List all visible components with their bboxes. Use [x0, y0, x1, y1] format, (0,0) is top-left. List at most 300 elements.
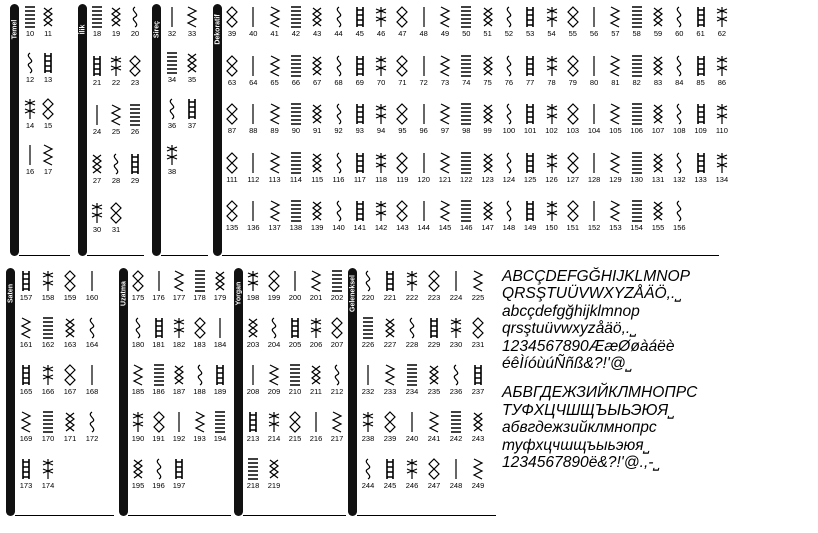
stitch-number: 148	[502, 223, 516, 232]
stitch-icon	[330, 411, 344, 433]
stitch-number: 37	[187, 121, 197, 130]
stitch-number: 60	[675, 29, 684, 38]
stitch-number: 121	[438, 174, 452, 184]
stitch-number: 231	[471, 340, 485, 349]
stitch-icon	[90, 153, 104, 175]
stitch-number: 162	[41, 340, 55, 349]
stitch-number: 105	[609, 126, 622, 135]
stitch-pattern	[470, 411, 486, 443]
stitch-icon	[672, 55, 686, 77]
stitch-pattern	[192, 270, 208, 302]
stitch-icon	[566, 6, 580, 28]
stitch-number: 28	[111, 176, 121, 185]
stitch-number: 108	[673, 126, 686, 135]
stitch-icon	[63, 317, 77, 339]
stitch-icon	[502, 103, 516, 125]
stitch-number: 74	[462, 77, 471, 87]
stitch-number: 120	[417, 174, 430, 184]
stitch-pattern	[522, 55, 538, 87]
stitch-pattern	[565, 200, 581, 232]
stitch-icon	[41, 6, 55, 28]
stitch-pattern	[18, 458, 34, 490]
stitch-number: 146	[460, 223, 473, 232]
stitch-pattern	[650, 152, 666, 184]
stitch-icon	[289, 55, 303, 77]
stitch-number: 154	[630, 223, 643, 232]
stitch-icon	[213, 317, 227, 339]
stitch-pattern	[108, 104, 124, 136]
stitch-icon	[672, 103, 686, 125]
stitch-number: 249	[471, 481, 485, 490]
stitch-pattern	[416, 152, 432, 184]
stitch-icon	[267, 317, 281, 339]
stitch-pattern	[373, 200, 389, 232]
stitch-icon	[672, 200, 686, 222]
stitch-icon	[310, 200, 324, 222]
stitch-icon	[289, 152, 303, 174]
stitch-pattern	[171, 411, 187, 443]
stitch-number: 24	[92, 127, 102, 136]
stitch-panel-ilik	[78, 4, 144, 256]
stitch-icon	[459, 200, 473, 222]
stitch-pattern	[171, 458, 187, 490]
stitch-pattern	[224, 103, 240, 135]
stitch-pattern	[352, 152, 368, 184]
stitch-pattern	[331, 200, 347, 232]
stitch-pattern	[164, 6, 180, 38]
stitch-pattern	[480, 55, 496, 87]
stitch-number: 97	[440, 126, 450, 135]
stitch-pattern	[84, 364, 100, 396]
stitch-pattern	[288, 55, 304, 87]
stitch-pattern	[693, 55, 709, 87]
stitch-icon	[246, 55, 260, 77]
stitch-icon	[715, 55, 729, 77]
stitch-pattern	[308, 317, 324, 349]
stitch-icon	[427, 411, 441, 433]
charset-line: 1234567890ÆæØøàáëè	[502, 337, 675, 355]
stitch-icon	[471, 317, 485, 339]
stitch-number: 228	[405, 340, 419, 349]
charset-line: qrsştuüvwxyzåäö,.⎵	[502, 320, 637, 338]
stitch-pattern	[40, 317, 56, 349]
stitch-icon	[310, 6, 324, 28]
stitch-icon	[395, 55, 409, 77]
stitch-number: 101	[523, 126, 537, 135]
stitch-number: 107	[651, 126, 665, 135]
panel-underline	[19, 255, 70, 256]
stitch-icon	[694, 55, 708, 77]
stitch-icon	[41, 458, 55, 480]
stitch-number: 58	[632, 29, 641, 38]
stitch-number: 104	[587, 126, 601, 135]
stitch-icon	[694, 6, 708, 28]
stitch-pattern	[308, 364, 324, 396]
stitch-icon	[715, 103, 729, 125]
stitch-icon	[353, 152, 367, 174]
stitch-pattern	[151, 270, 167, 302]
stitch-number: 27	[92, 176, 102, 185]
panel-underline	[161, 255, 208, 256]
stitch-pattern	[693, 152, 709, 184]
stitch-number: 242	[449, 434, 463, 443]
stitch-pattern	[287, 411, 303, 443]
stitch-icon	[152, 411, 166, 433]
stitch-icon	[566, 55, 580, 77]
stitch-number: 165	[19, 387, 33, 396]
stitch-number: 59	[653, 29, 663, 38]
stitch-number: 157	[19, 293, 33, 302]
stitch-pattern	[62, 317, 78, 349]
stitch-pattern	[448, 411, 464, 443]
stitch-number: 31	[111, 225, 121, 234]
stitch-icon	[246, 317, 260, 339]
stitch-pattern	[108, 153, 124, 185]
stitch-pattern	[586, 103, 602, 135]
stitch-icon	[172, 364, 186, 386]
stitch-icon	[438, 55, 452, 77]
stitch-icon	[246, 270, 260, 292]
stitch-icon	[361, 270, 375, 292]
category-label: Sireç	[153, 20, 161, 39]
stitch-pattern	[650, 6, 666, 38]
stitch-pattern	[394, 55, 410, 87]
stitch-icon	[427, 270, 441, 292]
stitch-icon	[41, 364, 55, 386]
stitch-number: 234	[405, 387, 419, 396]
stitch-number: 23	[130, 78, 140, 87]
stitch-number: 51	[483, 29, 492, 38]
stitch-pattern	[404, 317, 420, 349]
stitch-pattern	[267, 152, 283, 184]
stitch-icon	[361, 364, 375, 386]
stitch-pattern	[127, 55, 143, 87]
stitch-pattern	[458, 55, 474, 87]
stitch-pattern	[108, 6, 124, 38]
stitch-number: 174	[41, 481, 55, 490]
stitch-pattern	[22, 52, 38, 84]
stitch-icon	[23, 144, 37, 166]
stitch-pattern	[629, 200, 645, 232]
stitch-number: 225	[471, 293, 485, 302]
stitch-number: 171	[63, 434, 77, 443]
stitch-panel-uzatma	[119, 268, 231, 516]
stitch-number: 201	[309, 293, 323, 302]
stitch-icon	[309, 317, 323, 339]
stitch-icon	[383, 364, 397, 386]
stitch-pattern	[212, 411, 228, 443]
stitch-pattern	[671, 6, 687, 38]
stitch-icon	[651, 55, 665, 77]
stitch-panel-dekoratif	[213, 4, 729, 256]
stitch-number: 56	[589, 29, 599, 38]
stitch-number: 62	[717, 29, 727, 38]
stitch-icon	[309, 270, 323, 292]
stitch-icon	[268, 103, 282, 125]
stitch-number: 227	[383, 340, 397, 349]
charset-line: ABCÇDEFGĞHIJKLMNOP	[502, 268, 691, 285]
stitch-pattern	[650, 103, 666, 135]
stitch-pattern	[130, 411, 146, 443]
stitch-pattern	[501, 152, 517, 184]
stitch-number: 41	[270, 29, 279, 38]
stitch-number: 42	[291, 29, 301, 38]
category-tab	[348, 268, 357, 516]
stitch-number: 40	[249, 29, 258, 38]
stitch-icon	[405, 458, 419, 480]
stitch-pattern	[84, 411, 100, 443]
stitch-icon	[587, 200, 601, 222]
stitch-pattern	[89, 55, 105, 87]
stitch-pattern	[382, 317, 398, 349]
stitch-number: 169	[19, 434, 33, 443]
stitch-number: 160	[85, 293, 99, 302]
stitch-icon	[383, 317, 397, 339]
stitch-number: 55	[568, 29, 577, 38]
stitch-pattern	[522, 103, 538, 135]
stitch-number: 164	[85, 340, 99, 349]
stitch-pattern	[164, 144, 180, 176]
stitch-pattern	[586, 6, 602, 38]
stitch-number: 167	[63, 387, 77, 396]
stitch-pattern	[426, 458, 442, 490]
stitch-pattern	[544, 6, 560, 38]
stitch-icon	[152, 364, 166, 386]
stitch-number: 222	[405, 293, 419, 302]
stitch-icon	[630, 6, 644, 28]
stitch-pattern	[89, 202, 105, 234]
category-label: İlik	[79, 24, 87, 35]
stitch-pattern	[671, 55, 687, 87]
stitch-pattern	[544, 103, 560, 135]
stitch-pattern	[480, 103, 496, 135]
stitch-pattern	[309, 55, 325, 87]
stitch-pattern	[171, 364, 187, 396]
stitch-number: 134	[715, 174, 729, 184]
stitch-icon	[545, 103, 559, 125]
stitch-pattern	[544, 152, 560, 184]
stitch-pattern	[480, 152, 496, 184]
stitch-icon	[310, 55, 324, 77]
stitch-pattern	[40, 270, 56, 302]
stitch-pattern	[448, 364, 464, 396]
stitch-pattern	[607, 55, 623, 87]
stitch-icon	[545, 200, 559, 222]
stitch-icon	[289, 6, 303, 28]
stitch-icon	[395, 200, 409, 222]
stitch-pattern	[266, 364, 282, 396]
panel-underline	[243, 515, 346, 516]
stitch-pattern	[565, 6, 581, 38]
stitch-number: 192	[172, 434, 186, 443]
stitch-pattern	[288, 103, 304, 135]
stitch-number: 149	[523, 223, 537, 232]
stitch-icon	[523, 103, 537, 125]
stitch-pattern	[437, 55, 453, 87]
stitch-pattern	[629, 103, 645, 135]
stitch-pattern	[22, 98, 38, 130]
stitch-icon	[41, 317, 55, 339]
stitch-pattern	[522, 6, 538, 38]
charset-line: туфхцчшщъыьэюя⎵	[502, 436, 650, 454]
stitch-number: 61	[696, 29, 705, 38]
stitch-icon	[545, 6, 559, 28]
stitch-icon	[449, 317, 463, 339]
stitch-number: 127	[566, 174, 580, 184]
stitch-icon	[523, 55, 537, 77]
stitch-pattern	[437, 103, 453, 135]
stitch-number: 45	[355, 29, 364, 38]
stitch-pattern	[650, 200, 666, 232]
stitch-pattern	[373, 152, 389, 184]
stitch-icon	[374, 103, 388, 125]
stitch-pattern	[89, 6, 105, 38]
stitch-pattern	[266, 317, 282, 349]
stitch-icon	[438, 200, 452, 222]
stitch-pattern	[267, 103, 283, 135]
stitch-pattern	[394, 103, 410, 135]
stitch-pattern	[448, 270, 464, 302]
stitch-pattern	[212, 270, 228, 302]
stitch-icon	[193, 317, 207, 339]
stitch-number: 140	[332, 223, 345, 232]
stitch-number: 111	[226, 174, 238, 184]
stitch-icon	[246, 103, 260, 125]
stitch-icon	[185, 52, 199, 74]
stitch-icon	[172, 458, 186, 480]
stitch-panel-yorgan	[234, 268, 346, 516]
stitch-icon	[361, 458, 375, 480]
stitch-pattern	[426, 411, 442, 443]
stitch-icon	[309, 364, 323, 386]
stitch-icon	[165, 144, 179, 166]
stitch-pattern	[470, 270, 486, 302]
stitch-icon	[566, 103, 580, 125]
stitch-number: 142	[374, 223, 388, 232]
stitch-number: 35	[187, 75, 197, 84]
stitch-pattern	[586, 200, 602, 232]
stitch-pattern	[360, 317, 376, 349]
stitch-number: 181	[152, 340, 165, 349]
stitch-pattern	[331, 152, 347, 184]
stitch-number: 215	[288, 434, 302, 443]
stitch-icon	[131, 317, 145, 339]
stitch-number: 163	[63, 340, 77, 349]
stitch-number: 112	[247, 174, 260, 184]
stitch-pattern	[130, 364, 146, 396]
stitch-icon	[332, 55, 346, 77]
stitch-number: 161	[19, 340, 33, 349]
stitch-icon	[128, 153, 142, 175]
stitch-number: 235	[427, 387, 441, 396]
stitch-pattern	[40, 98, 56, 130]
stitch-icon	[268, 200, 282, 222]
stitch-number: 200	[288, 293, 302, 302]
stitch-icon	[449, 458, 463, 480]
stitch-icon	[19, 270, 33, 292]
stitch-icon	[41, 270, 55, 292]
stitch-icon	[90, 6, 104, 28]
stitch-icon	[694, 103, 708, 125]
stitch-number: 240	[405, 434, 419, 443]
stitch-pattern	[184, 6, 200, 38]
stitch-pattern	[267, 55, 283, 87]
panel-underline	[357, 515, 496, 516]
stitch-icon	[330, 364, 344, 386]
stitch-icon	[587, 103, 601, 125]
stitch-icon	[109, 104, 123, 126]
category-tab	[10, 4, 19, 256]
stitch-pattern	[245, 458, 261, 490]
stitch-icon	[502, 200, 516, 222]
panel-underline	[87, 255, 144, 256]
stitch-panel-saten	[6, 268, 114, 516]
stitch-pattern	[245, 270, 261, 302]
category-tab	[152, 4, 161, 256]
stitch-pattern	[650, 55, 666, 87]
stitch-number: 39	[227, 29, 237, 38]
stitch-pattern	[404, 270, 420, 302]
stitch-number: 159	[63, 293, 77, 302]
stitch-icon	[545, 152, 559, 174]
stitch-icon	[523, 200, 537, 222]
stitch-pattern	[151, 317, 167, 349]
stitch-number: 92	[334, 126, 343, 135]
stitch-pattern	[22, 6, 38, 38]
stitch-number: 213	[246, 434, 260, 443]
stitch-icon	[395, 103, 409, 125]
stitch-pattern	[607, 152, 623, 184]
stitch-pattern	[224, 152, 240, 184]
stitch-number: 130	[630, 174, 643, 184]
stitch-number: 82	[632, 77, 641, 87]
stitch-number: 193	[193, 434, 206, 443]
stitch-number: 238	[361, 434, 375, 443]
stitch-icon	[90, 202, 104, 224]
stitch-icon	[651, 103, 665, 125]
stitch-pattern	[382, 458, 398, 490]
stitch-number: 175	[131, 293, 145, 302]
stitch-number: 52	[504, 29, 514, 38]
stitch-icon	[330, 270, 344, 292]
stitch-pattern	[448, 317, 464, 349]
stitch-pattern	[266, 411, 282, 443]
stitch-icon	[405, 317, 419, 339]
stitch-icon	[481, 200, 495, 222]
stitch-number: 114	[289, 174, 302, 184]
stitch-pattern	[426, 317, 442, 349]
stitch-number: 123	[481, 174, 494, 184]
stitch-number: 14	[25, 121, 35, 130]
stitch-icon	[225, 103, 239, 125]
stitch-icon	[213, 270, 227, 292]
stitch-number: 151	[566, 223, 580, 232]
stitch-icon	[288, 364, 302, 386]
stitch-number: 218	[246, 481, 260, 490]
stitch-pattern	[607, 103, 623, 135]
stitch-number: 119	[396, 174, 409, 184]
stitch-number: 241	[427, 434, 441, 443]
stitch-pattern	[416, 200, 432, 232]
stitch-pattern	[331, 6, 347, 38]
stitch-icon	[109, 6, 123, 28]
stitch-number: 75	[483, 77, 492, 87]
stitch-number: 185	[131, 387, 145, 396]
charset-line: абвгдежзийклмнопрс	[502, 419, 657, 437]
stitch-number: 216	[309, 434, 323, 443]
stitch-number: 199	[267, 293, 281, 302]
stitch-number: 89	[270, 126, 279, 135]
